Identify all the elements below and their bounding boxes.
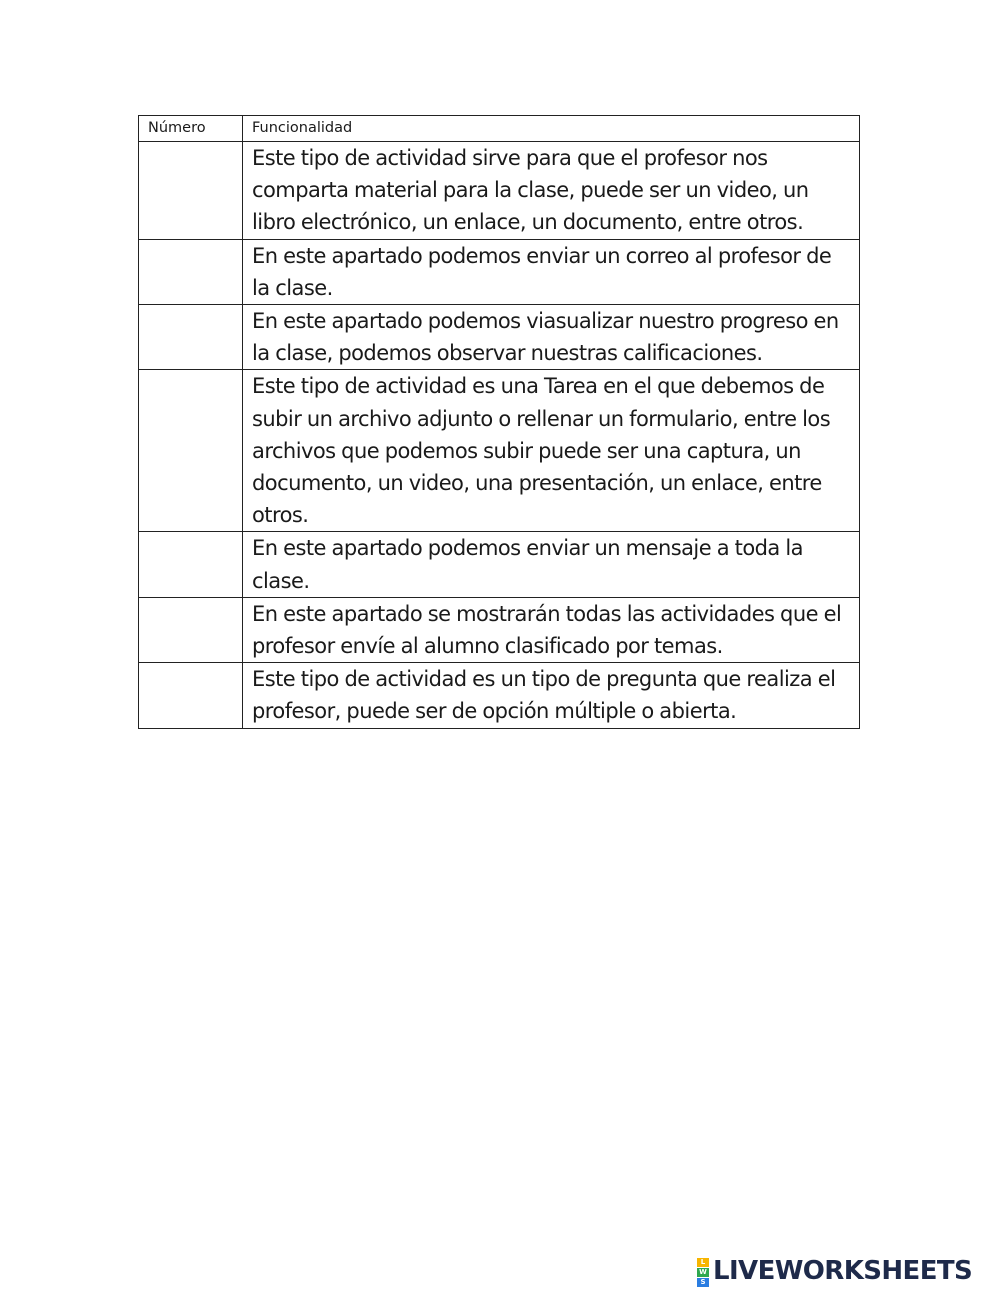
number-answer-cell[interactable] bbox=[139, 370, 243, 532]
number-answer-cell[interactable] bbox=[139, 597, 243, 662]
table-row bbox=[139, 370, 860, 532]
header-number: Número bbox=[139, 116, 243, 142]
number-answer-input[interactable] bbox=[139, 663, 242, 693]
functionality-text: En este apartado podemos viasualizar nuestro progreso en la clase, podemos observar nuestras calificaciones. bbox=[243, 305, 860, 370]
functionality-text: Este tipo de actividad sirve para que el profesor nos comparta material para la clase, puede ser un video, un libro electrónico, un enlace, un documento, entre otros. bbox=[243, 142, 860, 240]
functionality-text: En este apartado se mostrarán todas las actividades que el profesor envíe al alumno clasificado por temas. bbox=[243, 597, 860, 662]
liveworksheets-logo bbox=[697, 1255, 972, 1287]
number-answer-cell[interactable] bbox=[139, 532, 243, 597]
logo-block: W bbox=[697, 1268, 709, 1277]
table-header-row bbox=[139, 116, 860, 142]
number-answer-cell[interactable] bbox=[139, 305, 243, 370]
table-row bbox=[139, 532, 860, 597]
number-answer-input[interactable] bbox=[139, 532, 242, 562]
logo-text: LIVEWORKSHEETS bbox=[713, 1256, 973, 1286]
number-answer-input[interactable] bbox=[139, 598, 242, 628]
table-row bbox=[139, 142, 860, 240]
functionality-text: En este apartado podemos enviar un mensaje a toda la clase. bbox=[243, 532, 860, 597]
number-answer-cell[interactable] bbox=[139, 663, 243, 728]
logo-block: S bbox=[697, 1278, 709, 1287]
logo-blocks-icon bbox=[697, 1258, 709, 1287]
number-answer-input[interactable] bbox=[139, 305, 242, 335]
logo-block: L bbox=[697, 1258, 709, 1267]
worksheet-table bbox=[138, 115, 860, 729]
header-functionality: Funcionalidad bbox=[243, 116, 860, 142]
number-answer-cell[interactable] bbox=[139, 142, 243, 240]
table-row bbox=[139, 239, 860, 304]
table-row bbox=[139, 663, 860, 728]
table-row bbox=[139, 597, 860, 662]
table-row bbox=[139, 305, 860, 370]
functionality-text: En este apartado podemos enviar un correo al profesor de la clase. bbox=[243, 239, 860, 304]
functionality-text: Este tipo de actividad es un tipo de pregunta que realiza el profesor, puede ser de opción múltiple o abierta. bbox=[243, 663, 860, 728]
functionality-text: Este tipo de actividad es una Tarea en el que debemos de subir un archivo adjunto o rellenar un formulario, entre los archivos que podemos subir puede ser una captura, un documento, un video, una presentación, un enlace, entre otros. bbox=[243, 370, 860, 532]
number-answer-input[interactable] bbox=[139, 142, 242, 172]
number-answer-input[interactable] bbox=[139, 240, 242, 270]
number-answer-cell[interactable] bbox=[139, 239, 243, 304]
number-answer-input[interactable] bbox=[139, 370, 242, 400]
